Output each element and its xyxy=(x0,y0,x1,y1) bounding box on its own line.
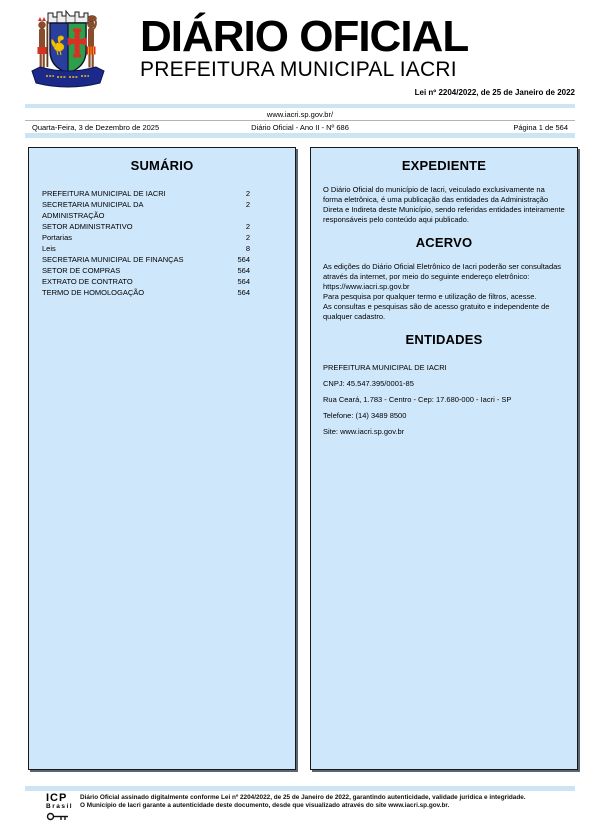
toc-page: 2 xyxy=(245,222,250,231)
footer-disclaimer-line2: O Município de Iacri garante a autenticidade deste documento, desde que visualizado através do site www.iacri.sp.gov.br. xyxy=(80,801,450,809)
toc-label: TERMO DE HOMOLOGAÇÃO xyxy=(42,288,145,297)
summary-panel xyxy=(28,147,296,770)
right-supporter xyxy=(87,16,97,68)
toc-page: 2 xyxy=(245,189,250,198)
expediente-body: O Diário Oficial do município de Iacri, veiculado exclusivamente na forma eletrônica, é uma publicação das entidades da Administração Direta e Indireta deste Município, sendo referidas entidades inteiramente responsáveis pelo conteúdo aqui publicado. xyxy=(323,185,565,224)
table-of-contents xyxy=(29,188,295,298)
icp-logo-text: ICP xyxy=(46,792,68,804)
issue-date: Quarta-Feira, 3 de Dezembro de 2025 xyxy=(32,122,160,132)
toc-label: SETOR DE COMPRAS xyxy=(42,266,121,275)
entidades-info xyxy=(323,360,565,440)
toc-row[interactable] xyxy=(42,287,295,298)
toc-label: PREFEITURA MUNICIPAL DE IACRI xyxy=(42,189,166,198)
law-reference: Lei nº 2204/2022, de 25 de Janeiro de 2022 xyxy=(414,88,575,97)
toc-page: 2 xyxy=(245,200,250,209)
entity-cnpj: CNPJ: 45.547.395/0001-85 xyxy=(323,379,414,388)
acervo-line: Para pesquisa por qualquer termo e utilização de filtros, acesse. xyxy=(323,292,537,301)
toc-label: SETOR ADMINISTRATIVO xyxy=(42,222,133,231)
key-icon xyxy=(46,812,70,821)
acervo-title: ACERVO xyxy=(415,235,473,250)
toc-row[interactable] xyxy=(42,188,295,199)
icp-logo-subtext: Brasil xyxy=(46,803,74,810)
toc-row[interactable] xyxy=(42,221,295,232)
toc-page: 564 xyxy=(237,277,250,286)
shield xyxy=(50,23,87,73)
left-supporter xyxy=(38,17,49,68)
acervo-body xyxy=(323,262,565,322)
toc-row[interactable] xyxy=(42,232,295,243)
masthead-subtitle: PREFEITURA MUNICIPAL IACRI xyxy=(140,58,457,81)
page-indicator: Página 1 de 564 xyxy=(513,122,568,132)
toc-row[interactable] xyxy=(42,254,295,265)
acervo-line: As consultas e pesquisas são de acesso gratuito e independente de qualquer cadastro. xyxy=(323,302,550,321)
toc-row[interactable] xyxy=(42,276,295,287)
toc-row[interactable] xyxy=(42,199,295,221)
toc-page: 564 xyxy=(237,288,250,297)
footer-strip xyxy=(25,786,575,791)
municipal-coat-of-arms xyxy=(26,7,106,99)
toc-row[interactable] xyxy=(42,243,295,254)
toc-page: 564 xyxy=(237,266,250,275)
crown-icon xyxy=(48,11,88,23)
entity-phone: Telefone: (14) 3489 8500 xyxy=(323,411,407,420)
footer-disclaimer-line1: Diário Oficial assinado digitalmente conforme Lei nº 2204/2022, de 25 de Janeiro de 2022, garantindo autenticidade, validade jurídica e integridade. xyxy=(80,794,526,801)
footer-disclaimer xyxy=(80,794,560,809)
toc-page: 564 xyxy=(237,255,250,264)
info-bar-bottom-strip xyxy=(25,133,575,138)
website-row xyxy=(25,108,575,121)
edition-info: Diário Oficial - Ano II - Nº 686 xyxy=(251,122,349,132)
toc-label: SECRETARIA MUNICIPAL DA ADMINISTRAÇÃO xyxy=(42,200,144,220)
expediente-title: EXPEDIENTE xyxy=(401,158,487,173)
toc-label: Leis xyxy=(42,244,56,253)
entidades-title: ENTIDADES xyxy=(405,332,483,347)
entity-site: Site: www.iacri.sp.gov.br xyxy=(323,427,405,436)
edition-row xyxy=(25,121,575,133)
page-title: DIÁRIO OFICIAL xyxy=(140,12,469,61)
masthead xyxy=(140,12,469,81)
entity-name: PREFEITURA MUNICIPAL DE IACRI xyxy=(323,363,447,372)
toc-row[interactable] xyxy=(42,265,295,276)
toc-page: 8 xyxy=(245,244,250,253)
acervo-line: As edições do Diário Oficial Eletrônico de Iacri poderão ser consultadas através da internet, por meio do seguinte endereço eletrônico: https://www.iacri.sp.gov.br xyxy=(323,262,562,291)
toc-label: EXTRATO DE CONTRATO xyxy=(42,277,133,286)
summary-title: SUMÁRIO xyxy=(130,158,194,173)
expediente-panel xyxy=(310,147,578,770)
toc-label: Portarias xyxy=(42,233,73,242)
toc-page: 2 xyxy=(245,233,250,242)
info-bar xyxy=(25,104,575,138)
toc-label: SECRETARIA MUNICIPAL DE FINANÇAS xyxy=(42,255,184,264)
website-link[interactable]: www.iacri.sp.gov.br/ xyxy=(266,109,334,119)
entity-address: Rua Ceará, 1.783 - Centro - Cep: 17.680-000 - Iacri - SP xyxy=(323,395,512,404)
